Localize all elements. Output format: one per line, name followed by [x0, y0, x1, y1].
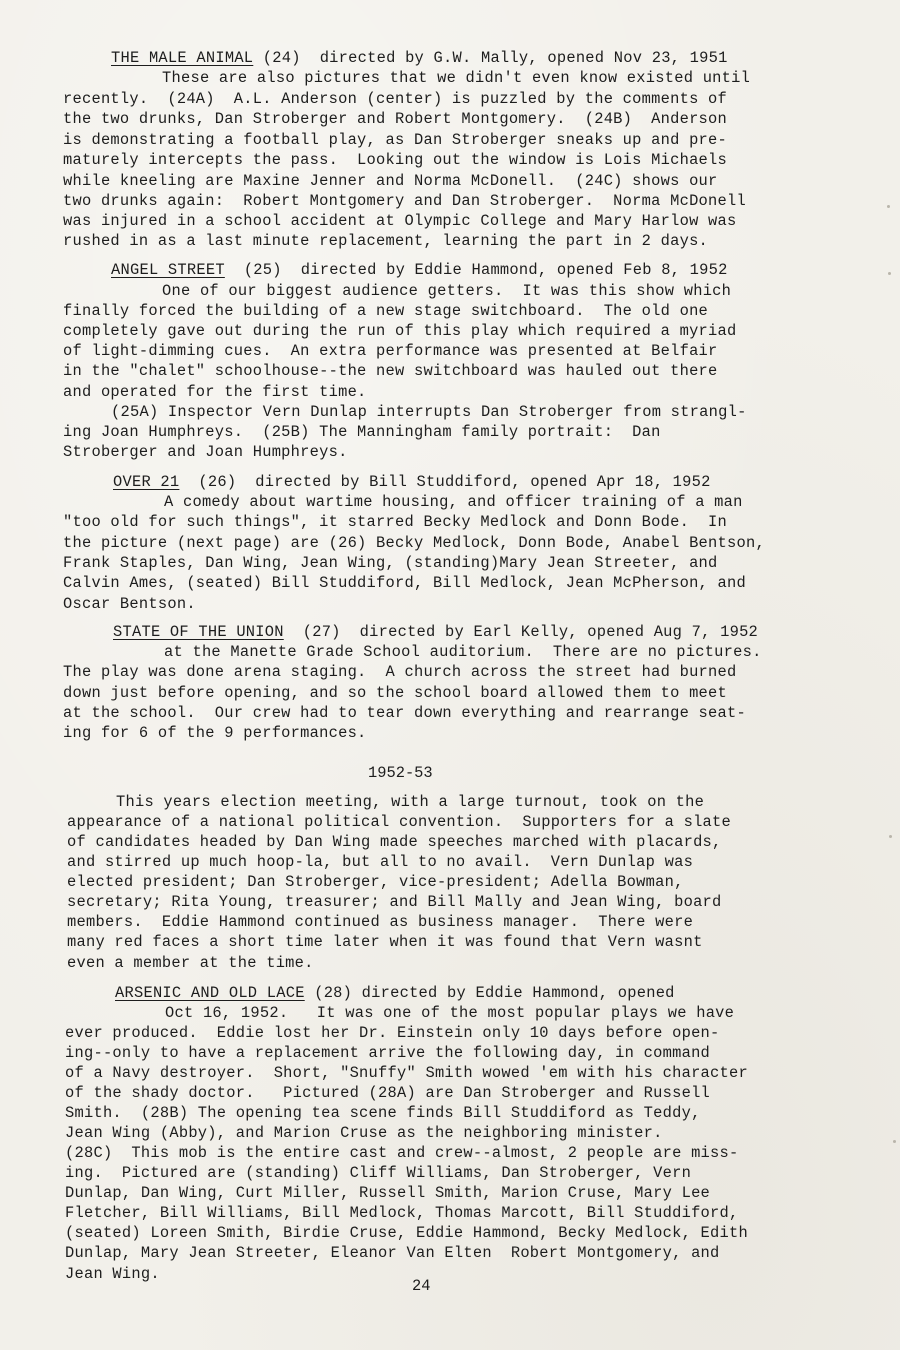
paragraph-line: Dunlap, Mary Jean Streeter, Eleanor Van Elten Robert Montgomery, and	[65, 1244, 720, 1262]
paper-speck	[887, 205, 890, 208]
paragraph-line: Stroberger and Joan Humphreys.	[63, 443, 348, 461]
paragraph-line: (28C) This mob is the entire cast and crew--almost, 2 people are miss-	[65, 1144, 739, 1162]
paragraph-line: recently. (24A) A.L. Anderson (center) is puzzled by the comments of	[63, 90, 728, 108]
paragraph-line: Frank Staples, Dan Wing, Jean Wing, (standing)Mary Jean Streeter, and	[63, 554, 718, 572]
paragraph-line: is demonstrating a football play, as Dan Stroberger sneaks up and pre-	[63, 131, 728, 149]
heading-details: (24) directed by G.W. Mally, opened Nov 23, 1951	[253, 49, 728, 67]
paragraph-line: Jean Wing (Abby), and Marion Cruse as the neighboring minister.	[65, 1124, 663, 1142]
paragraph-line: and operated for the first time.	[63, 383, 367, 401]
paragraph-line: Dunlap, Dan Wing, Curt Miller, Russell Smith, Marion Cruse, Mary Lee	[65, 1184, 711, 1202]
paragraph-line: was injured in a school accident at Olympic College and Mary Harlow was	[63, 212, 737, 230]
year-heading: 1952-53	[368, 764, 433, 782]
paragraph-line: two drunks again: Robert Montgomery and Dan Stroberger. Norma McDonell	[63, 192, 746, 210]
paragraph-line: ing for 6 of the 9 performances.	[63, 724, 367, 742]
paragraph-line: Jean Wing.	[65, 1265, 160, 1283]
paragraph-line: ing--only to have a replacement arrive the following day, in command	[65, 1044, 711, 1062]
heading-details: (28) directed by Eddie Hammond, opened	[304, 984, 675, 1002]
paragraph-line: in the "chalet" schoolhouse--the new switchboard was hauled out there	[63, 362, 718, 380]
paragraph-line: of the shady doctor. Pictured (28A) are Dan Stroberger and Russell	[65, 1084, 711, 1102]
paragraph-line: even a member at the time.	[67, 954, 314, 972]
paragraph-line: the picture (next page) are (26) Becky Medlock, Donn Bode, Anabel Bentson,	[63, 534, 765, 552]
paragraph-line: completely gave out during the run of this play which required a myriad	[63, 322, 737, 340]
section-heading-line	[111, 260, 728, 280]
paragraph-line: ever produced. Eddie lost her Dr. Einstein only 10 days before open-	[65, 1024, 720, 1042]
paragraph-line: Oct 16, 1952. It was one of the most popular plays we have	[165, 1004, 735, 1022]
paragraph-line: down just before opening, and so the school board allowed them to meet	[63, 684, 728, 702]
paragraph-line: secretary; Rita Young, treasurer; and Bill Mally and Jean Wing, board	[67, 893, 722, 911]
play-title: ARSENIC AND OLD LACE	[115, 984, 305, 1002]
paragraph-line: at the Manette Grade School auditorium. There are no pictures.	[164, 643, 762, 661]
paragraph-line: ing. Pictured are (standing) Cliff Williams, Dan Stroberger, Vern	[65, 1164, 692, 1182]
page-number: 24	[412, 1277, 431, 1295]
heading-details: (26) directed by Bill Studdiford, opened Apr 18, 1952	[179, 473, 711, 491]
paragraph-line: members. Eddie Hammond continued as business manager. There were	[67, 913, 694, 931]
paragraph-line: This years election meeting, with a large turnout, took on the	[116, 793, 705, 811]
heading-details: (25) directed by Eddie Hammond, opened Feb 8, 1952	[224, 261, 728, 279]
paragraph-line: Smith. (28B) The opening tea scene finds Bill Studdiford as Teddy,	[65, 1104, 701, 1122]
play-title: THE MALE ANIMAL	[111, 49, 254, 67]
paragraph-line: The play was done arena staging. A church across the street had burned	[63, 663, 737, 681]
paragraph-line: of candidates headed by Dan Wing made speeches marched with placards,	[67, 833, 722, 851]
play-title: STATE OF THE UNION	[113, 623, 284, 641]
section-heading-line	[115, 983, 675, 1003]
paragraph-line: maturely intercepts the pass. Looking out the window is Lois Michaels	[63, 151, 728, 169]
paper-speck	[888, 272, 891, 275]
section-heading-line	[113, 472, 711, 492]
play-title: OVER 21	[113, 473, 180, 491]
paragraph-line: and stirred up much hoop-la, but all to no avail. Vern Dunlap was	[67, 853, 694, 871]
section-heading-line	[111, 48, 728, 68]
paragraph-line: at the school. Our crew had to tear down everything and rearrange seat-	[63, 704, 746, 722]
paragraph-line: while kneeling are Maxine Jenner and Norma McDonell. (24C) shows our	[63, 172, 718, 190]
paper-speck	[893, 1140, 896, 1143]
paragraph-line: Oscar Bentson.	[63, 595, 196, 613]
paragraph-line: One of our biggest audience getters. It was this show which	[162, 282, 732, 300]
heading-details: (27) directed by Earl Kelly, opened Aug 7, 1952	[283, 623, 759, 641]
paragraph-line: ing Joan Humphreys. (25B) The Manningham family portrait: Dan	[63, 423, 661, 441]
paragraph-line: appearance of a national political convention. Supporters for a slate	[67, 813, 732, 831]
paragraph-line: "too old for such things", it starred Becky Medlock and Donn Bode. In	[63, 513, 728, 531]
paragraph-line: many red faces a short time later when it was found that Vern wasnt	[67, 933, 703, 951]
play-title: ANGEL STREET	[111, 261, 225, 279]
paragraph-line: the two drunks, Dan Stroberger and Robert Montgomery. (24B) Anderson	[63, 110, 728, 128]
paragraph-line: (25A) Inspector Vern Dunlap interrupts Dan Stroberger from strangl-	[111, 403, 747, 421]
paragraph-line: finally forced the building of a new stage switchboard. The old one	[63, 302, 709, 320]
paragraph-line: rushed in as a last minute replacement, learning the part in 2 days.	[63, 232, 709, 250]
paragraph-line: of a Navy destroyer. Short, "Snuffy" Smith wowed 'em with his character	[65, 1064, 748, 1082]
section-heading-line	[113, 622, 758, 642]
paragraph-line: These are also pictures that we didn't even know existed until	[162, 69, 751, 87]
paragraph-line: of light-dimming cues. An extra performance was presented at Belfair	[63, 342, 718, 360]
paragraph-line: (seated) Loreen Smith, Birdie Cruse, Eddie Hammond, Becky Medlock, Edith	[65, 1224, 748, 1242]
paragraph-line: Fletcher, Bill Williams, Bill Medlock, Thomas Marcott, Bill Studdiford,	[65, 1204, 739, 1222]
paragraph-line: elected president; Dan Stroberger, vice-president; Adella Bowman,	[67, 873, 684, 891]
paper-speck	[889, 835, 892, 838]
paragraph-line: Calvin Ames, (seated) Bill Studdiford, Bill Medlock, Jean McPherson, and	[63, 574, 746, 592]
paragraph-line: A comedy about wartime housing, and officer training of a man	[164, 493, 743, 511]
